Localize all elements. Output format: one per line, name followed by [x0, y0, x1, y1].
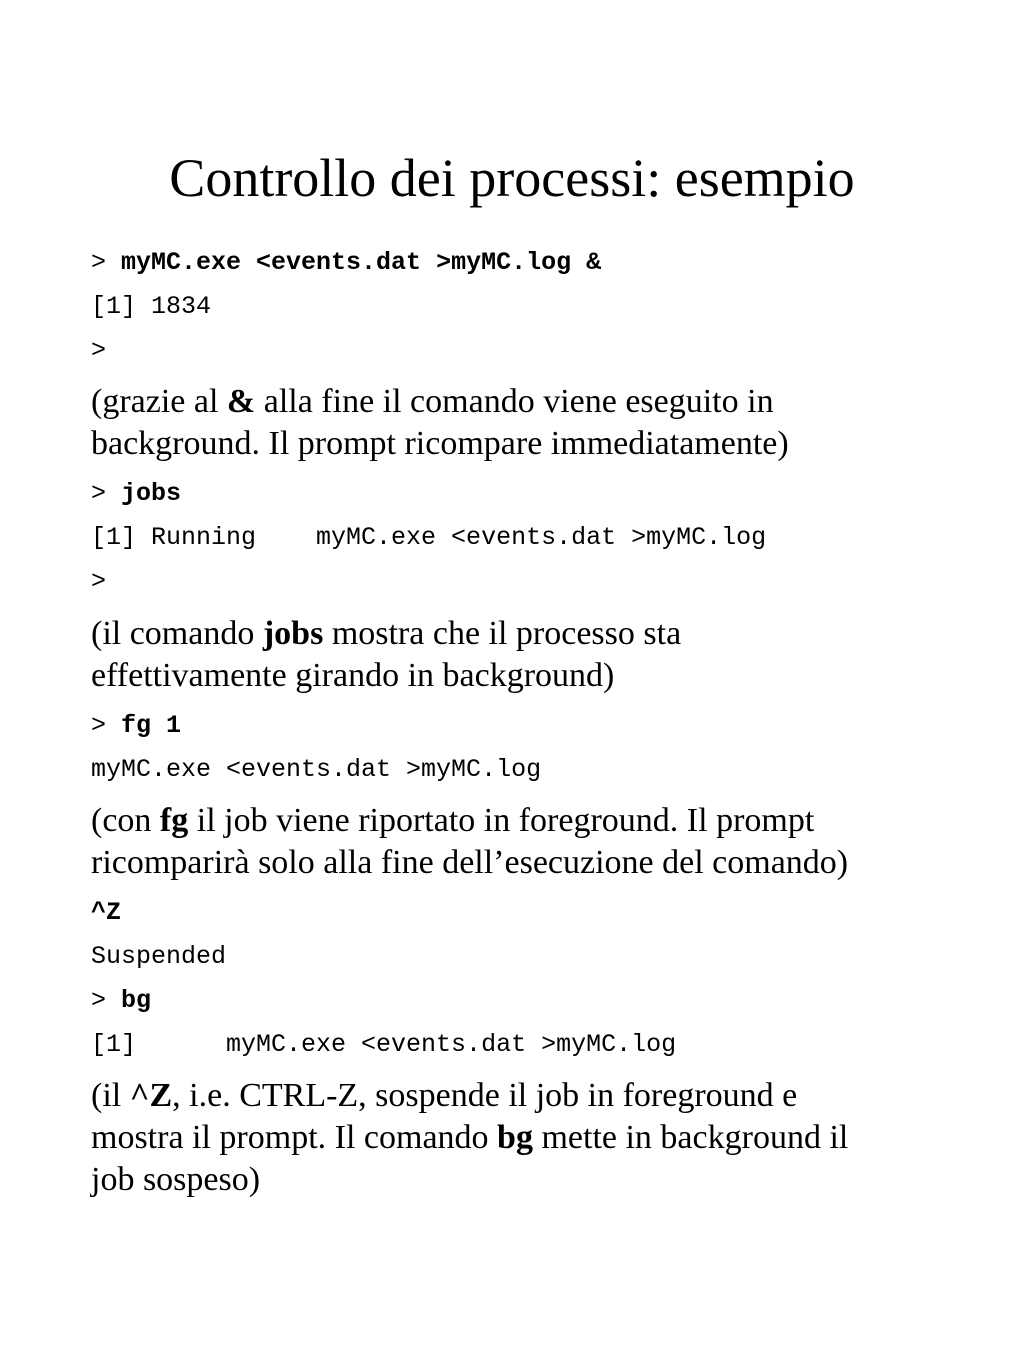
command-text: ^Z	[91, 898, 122, 927]
prompt-symbol: >	[91, 479, 122, 508]
terminal-output-line: myMC.exe <events.dat >myMC.log	[91, 755, 542, 784]
terminal-command-line	[91, 248, 601, 278]
explanation-text: alla fine il comando viene eseguito in	[255, 383, 774, 420]
explanation-keyword: ^Z	[129, 1077, 173, 1114]
explanation-keyword: &	[226, 383, 256, 420]
explanation-paragraph	[91, 800, 848, 884]
explanation-text: mostra che il processo sta	[323, 615, 682, 652]
terminal-command-line	[91, 898, 121, 928]
terminal-output-line: [1] myMC.exe <events.dat >myMC.log	[91, 1030, 677, 1059]
explanation-text: ricomparirà solo alla fine dell’esecuzione del comando)	[91, 844, 849, 881]
prompt-symbol: >	[91, 248, 122, 277]
slide-title: Controllo dei processi: esempio	[169, 148, 855, 208]
terminal-command-line	[91, 986, 151, 1016]
prompt-symbol: >	[91, 711, 122, 740]
explanation-text: , i.e. CTRL-Z, sospende il job in foreground e	[172, 1077, 798, 1114]
explanation-text: (il	[91, 1077, 130, 1114]
explanation-text: mostra il prompt. Il comando	[91, 1119, 498, 1156]
explanation-text: (con	[91, 802, 160, 839]
prompt-symbol: >	[91, 567, 107, 596]
explanation-text: background. Il prompt ricompare immediatamente)	[91, 425, 789, 462]
explanation-keyword: fg	[159, 802, 189, 839]
explanation-keyword: jobs	[262, 615, 324, 652]
explanation-paragraph	[91, 381, 789, 465]
command-text: bg	[121, 986, 152, 1015]
explanation-paragraph	[91, 1075, 848, 1201]
terminal-output-line: Suspended	[91, 942, 227, 971]
explanation-paragraph	[91, 613, 681, 697]
explanation-text: mette in background il	[532, 1119, 849, 1156]
explanation-text: (il comando	[91, 615, 263, 652]
terminal-command-line	[91, 479, 181, 509]
explanation-keyword: bg	[497, 1119, 533, 1156]
explanation-text: il job viene riportato in foreground. Il prompt	[188, 802, 815, 839]
explanation-text: (grazie al	[91, 383, 227, 420]
terminal-command-line	[91, 711, 181, 741]
command-text: myMC.exe <events.dat >myMC.log &	[121, 248, 602, 277]
explanation-text: effettivamente girando in background)	[91, 657, 615, 694]
command-text: jobs	[121, 479, 182, 508]
prompt-symbol: >	[91, 336, 107, 365]
prompt-symbol: >	[91, 986, 122, 1015]
explanation-text: job sospeso)	[91, 1161, 261, 1198]
terminal-output-line: [1] 1834	[91, 292, 212, 321]
command-text: fg 1	[121, 711, 182, 740]
terminal-output-line: [1] Running myMC.exe <events.dat >myMC.log	[91, 523, 767, 552]
